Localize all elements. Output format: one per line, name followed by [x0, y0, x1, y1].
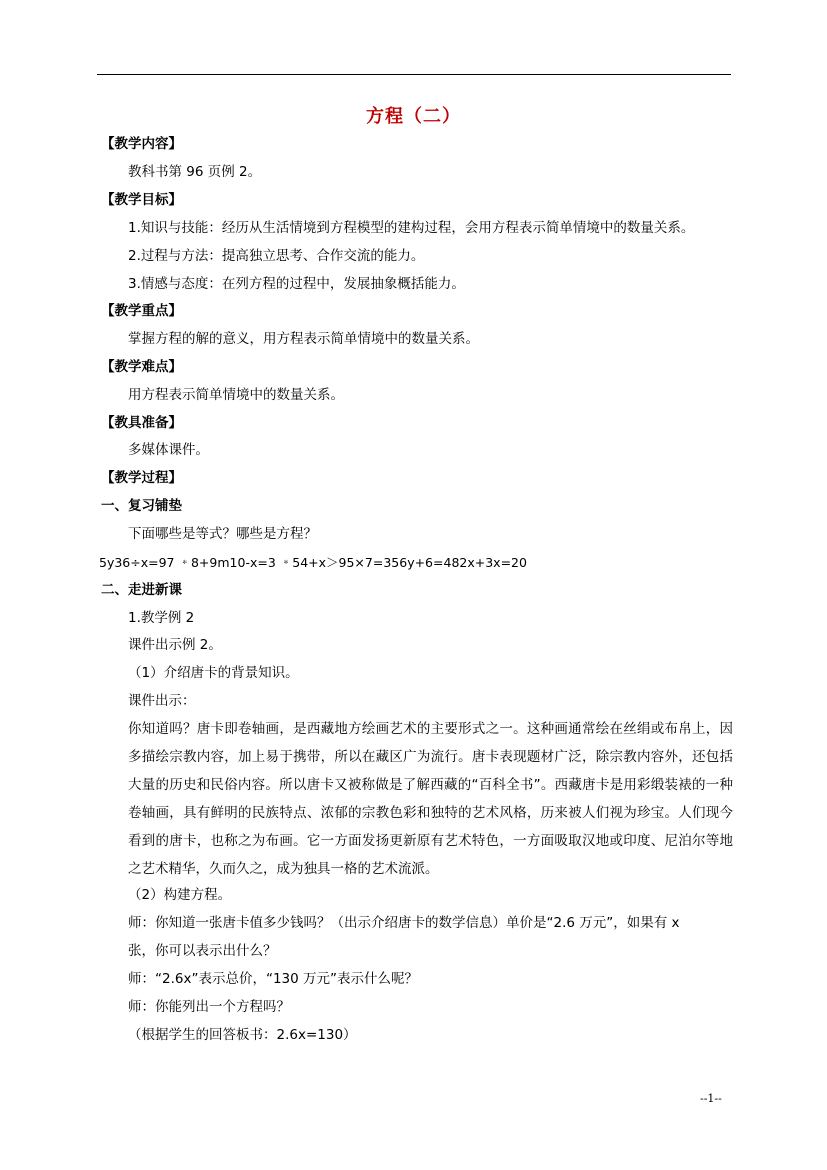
page-number: --1-- [700, 1092, 722, 1105]
subsection-new-lesson: 二、走进新课 [101, 582, 182, 598]
content-text: 教科书第 96 页例 2。 [128, 164, 262, 180]
section-heading-process: 【教学过程】 [101, 470, 182, 486]
section-heading-materials: 【教具准备】 [101, 415, 182, 431]
teacher-question-total: 师：“2.6x”表示总价，“130 万元”表示什么呢？ [128, 971, 418, 987]
difficulties-text: 用方程表示简单情境中的数量关系。 [128, 387, 344, 403]
teacher-question-price: 师：你知道一张唐卡值多少钱吗？（出示介绍唐卡的数学信息）单价是“2.6 万元”，如果有 x [128, 915, 680, 931]
key-points-text: 掌握方程的解的意义，用方程表示简单情境中的数量关系。 [128, 331, 479, 347]
step-one-intro: （1）介绍唐卡的背景知识。 [128, 665, 299, 681]
subsection-review: 一、复习铺垫 [101, 498, 182, 514]
materials-text: 多媒体课件。 [128, 442, 209, 458]
section-heading-key-points: 【教学重点】 [101, 303, 182, 319]
example-heading: 1.教学例 2 [128, 610, 195, 626]
equation-list: 5y36÷x=97 ﹡8+9m10-x=3 ﹡54+x＞95×7=356y+6=482x+3x=20 [99, 555, 527, 570]
thangka-paragraph: 你知道吗？唐卡即卷轴画，是西藏地方绘画艺术的主要形式之一。这种画通常绘在丝绢或布帛上，因多描绘宗教内容，加上易于携带，所以在藏区广为流行。唐卡表现题材广泛，除宗教内容外，还包括大量的历史和民俗内容。所以唐卡又被称做是了解西藏的“百科全书”。西藏唐卡是用彩缎装裱的一种卷轴画，具有鲜明的民族特点、浓郁的宗教色彩和独特的艺术风格，历来被人们视为珍宝。人们现今看到的唐卡，也称之为布画。它一方面发扬更新原有艺术特色，一方面吸取汉地或印度、尼泊尔等地之艺术精华，久而久之，成为独具一格的艺术流派。 [128, 721, 733, 877]
courseware-example: 课件出示例 2。 [128, 637, 222, 653]
teacher-question-cont: 张，你可以表示出什么？ [128, 943, 277, 959]
objective-process: 2.过程与方法：提高独立思考、合作交流的能力。 [128, 248, 425, 264]
objective-knowledge: 1.知识与技能：经历从生活情境到方程模型的建构过程，会用方程表示简单情境中的数量关系。 [128, 220, 695, 236]
document-title: 方程（二） [366, 106, 461, 127]
objective-attitude: 3.情感与态度：在列方程的过程中，发展抽象概括能力。 [128, 276, 465, 292]
section-heading-objectives: 【教学目标】 [101, 192, 182, 208]
teacher-question-equation: 师：你能列出一个方程吗？ [128, 999, 290, 1015]
board-note: （根据学生的回答板书：2.6x=130） [128, 1027, 357, 1043]
section-heading-content: 【教学内容】 [101, 136, 182, 152]
review-question: 下面哪些是等式？哪些是方程？ [128, 526, 317, 542]
step-two-build: （2）构建方程。 [128, 887, 232, 903]
header-rule [97, 74, 731, 75]
courseware-show: 课件出示： [128, 693, 196, 709]
section-heading-difficulties: 【教学难点】 [101, 359, 182, 375]
